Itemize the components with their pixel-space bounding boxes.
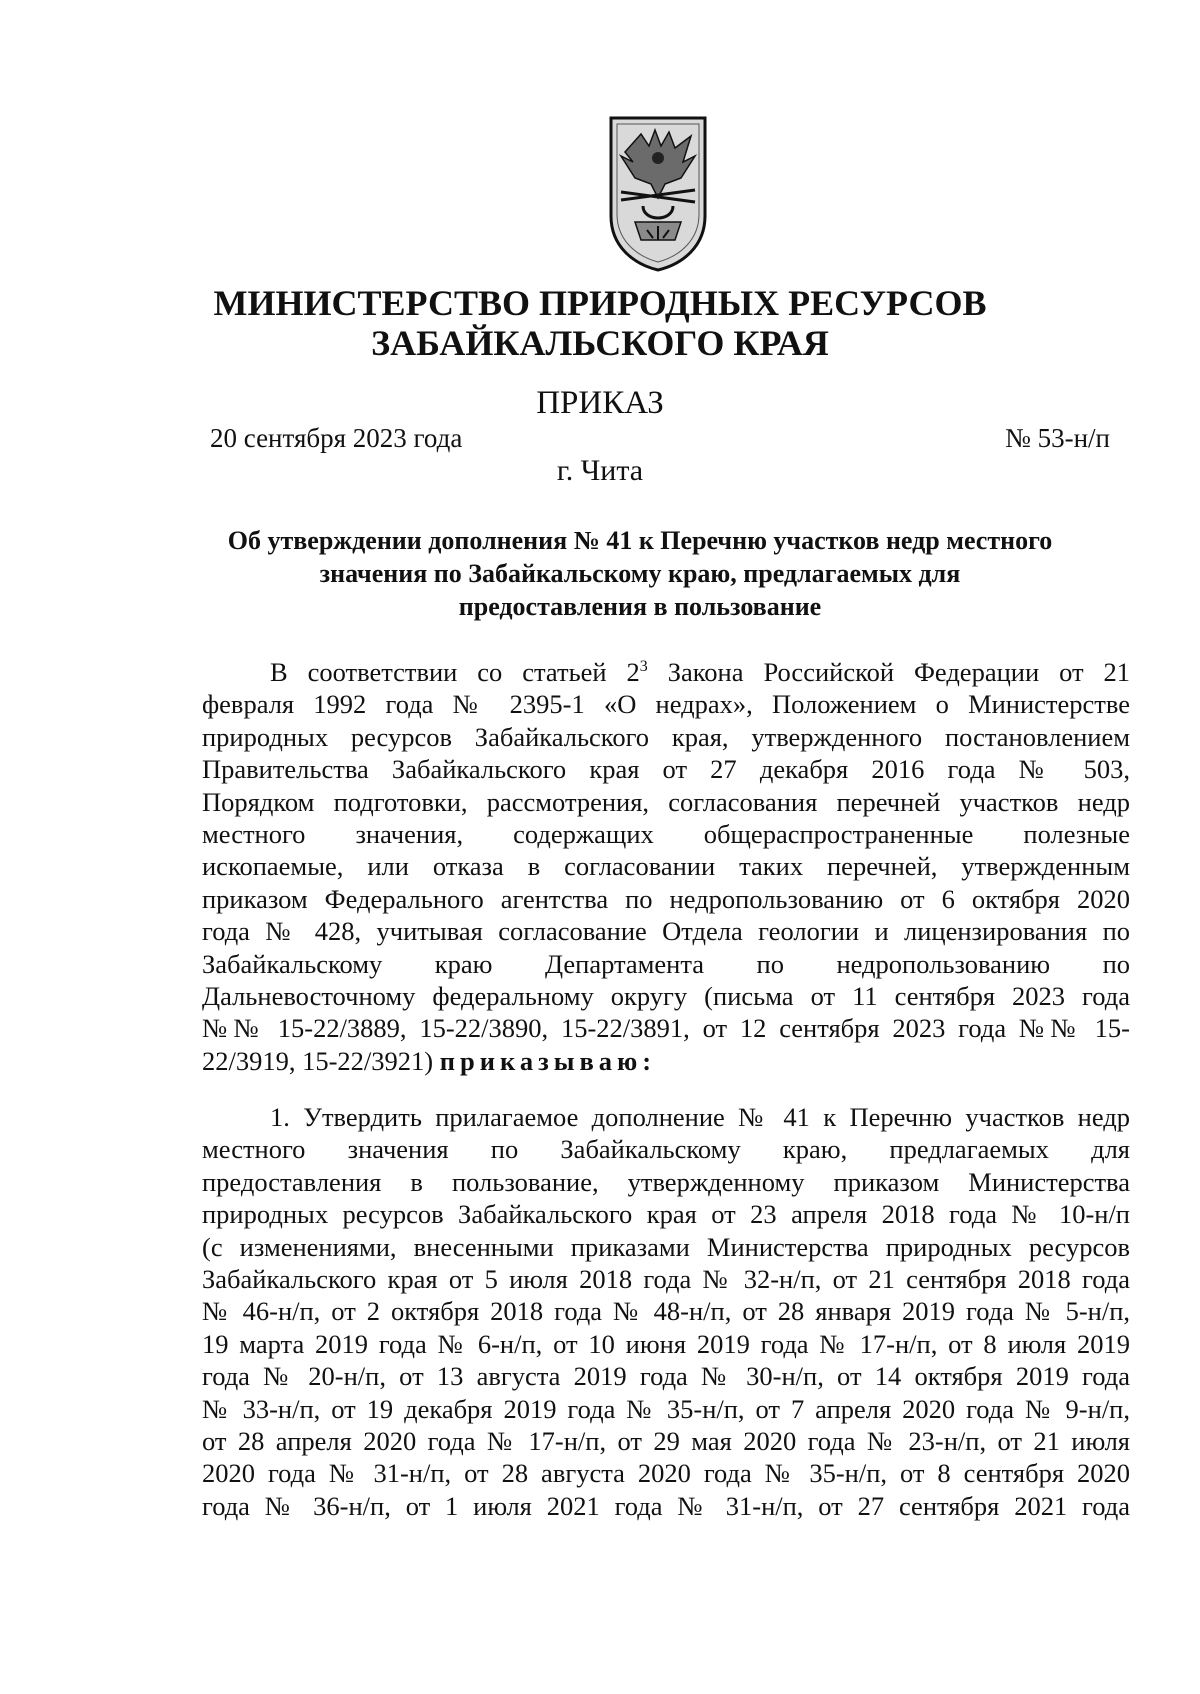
text-line: года № 428, учитывая согласование Отдела геологии и лицензирования по — [202, 916, 1130, 947]
text-line: природных ресурсов Забайкальского края, утвержденного постановлением — [202, 721, 1130, 752]
text-line — [202, 656, 1130, 688]
text-line — [202, 1045, 1130, 1077]
subject-line: Об утверждении дополнения № 41 к Перечню участков недр местного — [227, 526, 1053, 555]
document-city: г. Чита — [556, 454, 644, 487]
text-line: года № 36-н/п, от 1 июля 2021 года № 31-н/п, от 27 сентября 2021 года — [202, 1490, 1130, 1521]
text-line: №№ 15-22/3889, 15-22/3890, 15-22/3891, от 12 сентября 2023 года №№ 15- — [202, 1013, 1130, 1044]
text-line: предоставления в пользование, утвержденному приказом Министерства — [202, 1166, 1130, 1197]
text-line: (с изменениями, внесенными приказами Министерства природных ресурсов — [202, 1231, 1130, 1262]
text-line: 19 марта 2019 года № 6-н/п, от 10 июня 2019 года № 17-н/п, от 8 июля 2019 — [202, 1328, 1130, 1359]
text-line: 1. Утвердить прилагаемое дополнение № 41 к Перечню участков недр — [270, 1102, 1130, 1132]
ministry-name-line2: ЗАБАЙКАЛЬСКОГО КРАЯ — [371, 323, 829, 363]
text-line: № 46-н/п, от 2 октября 2018 года № 48-н/п, от 28 января 2019 года № 5-н/п, — [202, 1296, 1130, 1327]
coat-of-arms-emblem-icon — [603, 112, 713, 272]
document-type: ПРИКАЗ — [536, 385, 664, 421]
text-fragment: 22/3919, 15-22/3921) — [202, 1045, 440, 1076]
text-line: Забайкальскому краю Департамента по недропользованию по — [202, 948, 1130, 979]
clause-1-paragraph — [202, 1101, 1130, 1522]
document-number: № 53-н/п — [1005, 423, 1110, 453]
text-line: февраля 1992 года № 2395-1 «О недрах», Положением о Министерстве — [202, 689, 1130, 720]
text-line: Забайкальского края от 5 июля 2018 года № 32-н/п, от 21 сентября 2018 года — [202, 1263, 1130, 1294]
text-line: местного значения по Забайкальскому краю, предлагаемых для — [202, 1134, 1130, 1165]
text-line: Порядком подготовки, рассмотрения, согласования перечней участков недр — [202, 786, 1130, 817]
text-line: природных ресурсов Забайкальского края от 23 апреля 2018 года № 10-н/п — [202, 1199, 1130, 1230]
text-line: Дальневосточному федеральному округу (письма от 11 сентября 2023 года — [202, 980, 1130, 1011]
text-line: приказом Федерального агентства по недропользованию от 6 октября 2020 — [202, 883, 1130, 914]
text-line: местного значения, содержащих общераспространенные полезные — [202, 818, 1130, 849]
text-line: № 33-н/п, от 19 декабря 2019 года № 35-н/п, от 7 апреля 2020 года № 9-н/п, — [202, 1393, 1130, 1424]
text-line: ископаемые, или отказа в согласовании таких перечней, утвержденным — [202, 851, 1130, 882]
subject-line: предоставления в пользование — [458, 592, 822, 621]
order-keyword: приказываю: — [439, 1045, 657, 1076]
subject-line: значения по Забайкальскому краю, предлагаемых для — [319, 559, 961, 588]
text-fragment: В соответствии со статьей 2 — [270, 657, 640, 687]
document-date: 20 сентября 2023 года — [210, 423, 463, 453]
document-subject — [150, 524, 1130, 623]
text-line: от 28 апреля 2020 года № 17-н/п, от 29 мая 2020 года № 23-н/п, от 21 июля — [202, 1425, 1130, 1456]
text-line: Правительства Забайкальского края от 27 декабря 2016 года № 503, — [202, 754, 1130, 785]
preamble-paragraph — [202, 656, 1130, 1077]
superscript: 3 — [639, 658, 648, 675]
text-line: года № 20-н/п, от 13 августа 2019 года № 30-н/п, от 14 октября 2019 года — [202, 1361, 1130, 1392]
ministry-name-line1: МИНИСТЕРСТВО ПРИРОДНЫХ РЕСУРСОВ — [213, 283, 987, 323]
text-fragment: Закона Российской Федерации от 21 — [647, 657, 1130, 687]
text-line: 2020 года № 31-н/п, от 28 августа 2020 года № 35-н/п, от 8 сентября 2020 — [202, 1458, 1130, 1489]
